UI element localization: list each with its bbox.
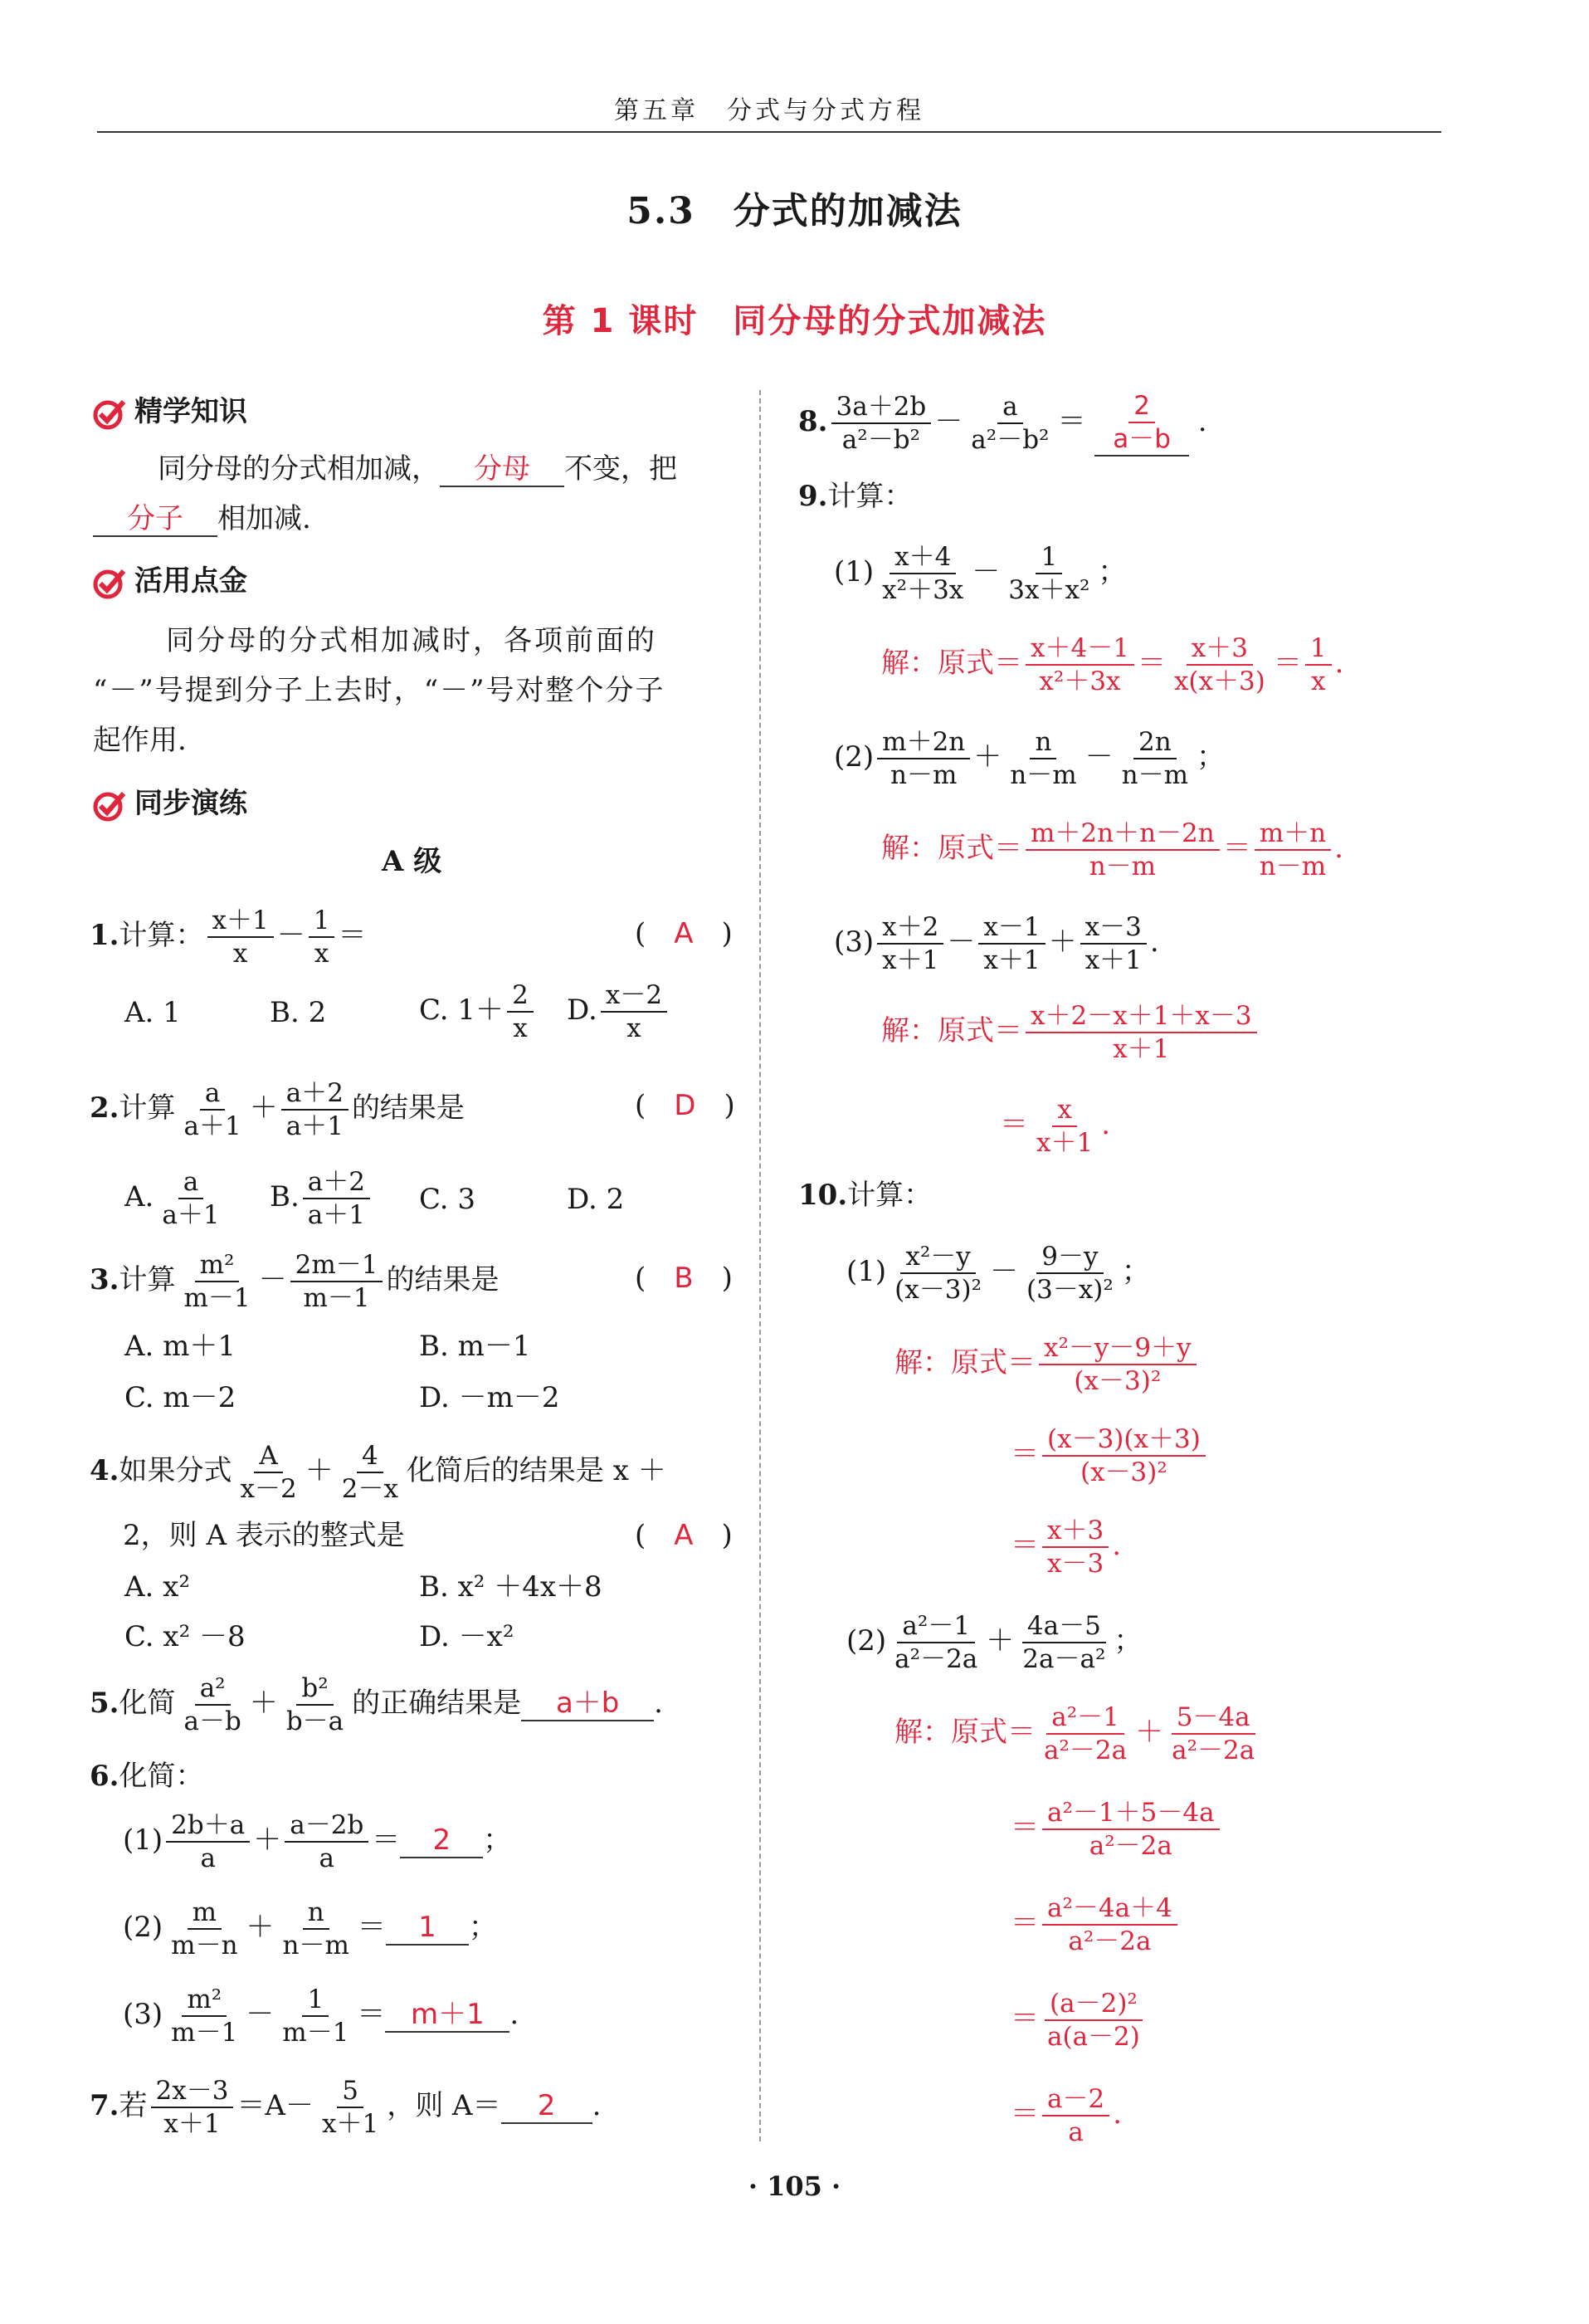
tips-label: 活用点金 bbox=[134, 564, 247, 598]
tips-line2: “－”号提到分子上去时，“－”号对整个分子 bbox=[93, 674, 665, 707]
header-divider bbox=[97, 131, 1441, 133]
q2-opt-d: D. 2 bbox=[567, 1183, 625, 1216]
q6-blank1: 2 bbox=[400, 1824, 483, 1858]
tips-line3: 起作用. bbox=[93, 724, 187, 757]
knowledge-label: 精学知识 bbox=[134, 395, 247, 428]
q4-opt-d: D. －x² bbox=[419, 1620, 514, 1653]
lesson-title: 第 1 课时 同分母的分式加减法 bbox=[542, 302, 1047, 340]
q10-solution2-step2: ＝ $\frac{\text{a²－1＋5－4a}}{\text{a²－2a}}$ bbox=[1011, 1797, 1223, 1862]
chapter-header: 第五章 分式与分式方程 bbox=[614, 96, 924, 125]
q7-blank: 2 bbox=[501, 2089, 592, 2124]
q10-stem: 10.计算： bbox=[798, 1179, 933, 1212]
section-title: 5.3 分式的加减法 bbox=[626, 190, 963, 232]
knowledge-line2: 分子 相加减. bbox=[93, 502, 311, 537]
level-label: A 级 bbox=[382, 845, 442, 878]
q9-solution3-step2: ＝ $\frac{x}{x+1}$ . bbox=[1000, 1095, 1111, 1158]
q8-answer-numerator: 2 bbox=[1128, 390, 1155, 423]
q10-solution2: 解：原式＝ $\frac{\text{a²－1}}{\text{a²－2a}}$ ＋ $\frac{5-4a}{\text{a²－2a}}$ bbox=[894, 1702, 1255, 1765]
q2-opt-c: C. 3 bbox=[419, 1183, 476, 1216]
q10-solution2-step4: ＝ $\frac{\text{(a－2)²}}{a(a-2)}$ bbox=[1011, 1988, 1148, 2053]
q10-part1: (1) $\frac{\text{x²－y}}{\text{(x－3)²}}$ － $\frac{9-y}{\text{(3－x)²}}$ ； bbox=[846, 1242, 1150, 1305]
check-icon bbox=[93, 788, 126, 822]
q1-stem: 1.计算： $\frac{x+1}{x}$ － $\frac{1}{x}$ ＝ bbox=[90, 906, 367, 969]
q6-stem: 6.化简： bbox=[90, 1760, 204, 1793]
q2-opt-b: B. $\frac{a+2}{a+1}$ bbox=[270, 1166, 373, 1231]
q2-opt-a: A. $\frac{a}{a+1}$ bbox=[124, 1167, 220, 1230]
tips-line1: 同分母的分式相加减时，各项前面的 bbox=[166, 624, 657, 657]
column-divider bbox=[759, 390, 761, 2141]
q6-part1: (1) $\frac{2b+a}{a}$ ＋ $\frac{a-2b}{a}$ ＝ 2 ； bbox=[123, 1810, 512, 1873]
knowledge-line1: 同分母的分式相加减， 分母 不变，把 bbox=[158, 452, 677, 486]
check-icon bbox=[93, 566, 126, 599]
q1-opt-d: D. $\frac{x-2}{x}$ bbox=[567, 979, 670, 1044]
check-icon bbox=[93, 397, 126, 430]
q4-opt-a: A. x² bbox=[124, 1570, 190, 1604]
q3-opt-d: D. －m－2 bbox=[419, 1381, 560, 1414]
knowledge-blank1: 分母 bbox=[440, 452, 564, 487]
q10-solution1: 解：原式＝ $\frac{\text{x²－y－9＋y}}{\text{(x－3)²}}$ bbox=[894, 1332, 1200, 1397]
practice-label: 同步演练 bbox=[134, 787, 247, 820]
q9-solution2: 解：原式＝ $\frac{m+2n+n-2n}{n-m}$ ＝ $\frac{m+n}{n-m}$ . bbox=[881, 818, 1343, 881]
q2-stem: 2.计算 $\frac{a}{a+1}$ ＋ $\frac{a+2}{a+1}$ 的结果是 bbox=[90, 1078, 465, 1141]
q4-opt-c: C. x² －8 bbox=[124, 1620, 246, 1653]
q10-solution2-step5: ＝ $\frac{a-2}{a}$ . bbox=[1011, 2084, 1123, 2147]
q5-stem: 5.化简 $\frac{\text{a²}}{a-b}$ ＋ $\frac{\text{b²}}{b-a}$ 的正确结果是 a＋b . bbox=[90, 1673, 663, 1736]
tips-heading bbox=[93, 558, 247, 599]
q6-part3: (3) $\frac{\text{m²}}{m-1}$ － $\frac{1}{m-1}$ ＝ m＋1 . bbox=[123, 1985, 519, 2048]
page-number: · 105 · bbox=[748, 2170, 841, 2202]
q8-answer-denominator: a－b bbox=[1113, 424, 1171, 454]
q4-stem: 4.如果分式 $\frac{A}{x-2}$ ＋ $\frac{4}{2-x}$ 化简后的结果是 x ＋ bbox=[90, 1441, 666, 1504]
q1-answer: ( A ) bbox=[635, 917, 733, 950]
q1-opt-c: C. 1＋ $\frac{2}{x}$ bbox=[419, 979, 537, 1044]
q3-opt-c: C. m－2 bbox=[124, 1381, 236, 1414]
q4-opt-b: B. x² ＋4x＋8 bbox=[419, 1570, 602, 1604]
q3-stem: 3.计算 $\frac{\text{m²}}{m-1}$ － $\frac{2m-1}{m-1}$ 的结果是 bbox=[90, 1250, 500, 1313]
q8-stem: 8. $\frac{3a+2b}{\text{a²－b²}}$ － $\frac{a}{\text{a²－b²}}$ ＝ $\frac{2}{a-b}$ . bbox=[798, 391, 1207, 455]
q9-part1: (1) $\frac{x+4}{\text{x²＋3x}}$ － $\frac{1}{\text{3x＋x²}}$ ； bbox=[834, 542, 1127, 605]
q10-part2: (2) $\frac{\text{a²－1}}{\text{a²－2a}}$ ＋ $\frac{4a-5}{\text{2a－a²}}$ ； bbox=[846, 1611, 1143, 1674]
q7-stem: 7.若 $\frac{2x-3}{x+1}$ ＝A－ $\frac{5}{x+1}$ ，则 A＝ 2 . bbox=[90, 2076, 602, 2139]
q6-blank2: 1 bbox=[386, 1911, 469, 1946]
q4-stem-line2: 2，则 A 表示的整式是 bbox=[123, 1519, 405, 1552]
q9-part2: (2) $\frac{m+2n}{n-m}$ ＋ $\frac{n}{n-m}$ － $\frac{2n}{n-m}$ ； bbox=[834, 727, 1226, 790]
q9-stem: 9.计算： bbox=[798, 480, 913, 513]
q10-solution1-step3: ＝ $\frac{x+3}{x-3}$ . bbox=[1011, 1516, 1122, 1579]
q9-solution1: 解：原式＝ $\frac{x+4-1}{\text{x²＋3x}}$ ＝ $\frac{x+3}{x(x+3)}$ ＝ $\frac{1}{x}$ . bbox=[881, 633, 1344, 696]
q3-opt-b: B. m－1 bbox=[419, 1330, 531, 1363]
q1-opt-a: A. 1 bbox=[124, 996, 181, 1029]
q3-answer: ( B ) bbox=[635, 1262, 733, 1295]
q1-opt-b: B. 2 bbox=[270, 996, 327, 1029]
q10-solution1-step2: ＝ $\frac{(x-3)(x+3)}{\text{(x－3)²}}$ bbox=[1011, 1423, 1209, 1488]
q10-solution2-step3: ＝ $\frac{\text{a²－4a＋4}}{\text{a²－2a}}$ bbox=[1011, 1892, 1181, 1957]
q9-solution3: 解：原式＝ $\frac{x+2-x+1+x-3}{x+1}$ bbox=[881, 1000, 1260, 1065]
knowledge-heading bbox=[93, 388, 247, 430]
q3-opt-a: A. m＋1 bbox=[124, 1330, 236, 1363]
q6-blank3: m＋1 bbox=[385, 1998, 509, 2033]
q4-answer: ( A ) bbox=[635, 1519, 733, 1552]
knowledge-blank2: 分子 bbox=[93, 502, 217, 537]
practice-heading bbox=[93, 780, 247, 822]
q5-blank: a＋b bbox=[521, 1687, 654, 1721]
q9-part3: (3) $\frac{x+2}{x+1}$ － $\frac{x-1}{x+1}$ ＋ $\frac{x-3}{x+1}$ . bbox=[834, 912, 1159, 975]
q2-answer: ( D ) bbox=[635, 1089, 735, 1122]
q6-part2: (2) $\frac{m}{m-n}$ ＋ $\frac{n}{n-m}$ ＝ 1 ； bbox=[123, 1897, 497, 1960]
